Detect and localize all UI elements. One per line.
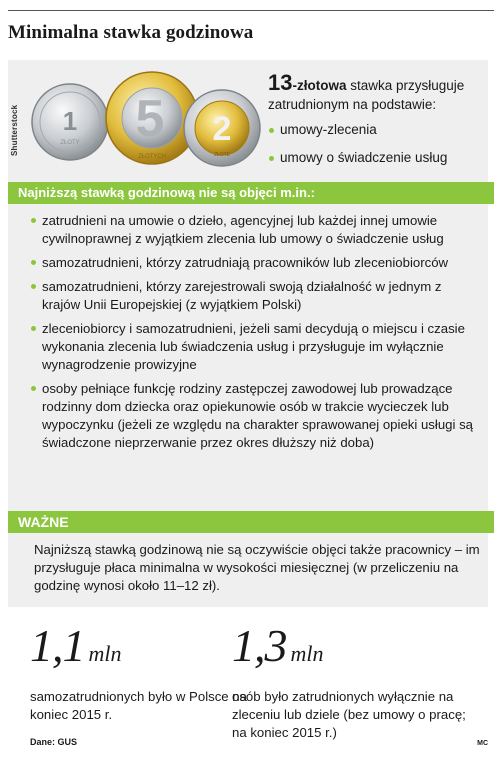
rate-list: [268, 120, 490, 167]
stat-unit: mln: [88, 641, 122, 666]
rate-info: [268, 70, 490, 176]
top-rule: [8, 10, 494, 11]
list-item: samozatrudnieni, którzy zatrudniają pracowników lub zleceniobiorców: [30, 254, 480, 272]
stat-number: 1,1: [30, 620, 85, 671]
stat-self-employed: [30, 622, 260, 724]
rate-text: stawka przysługuje zatrudnionym na podstawie:: [268, 78, 465, 112]
list-item: samozatrudnieni, którzy zarejestrowali swoją działalność w jednym z krajów Unii Europejskiej (z wyjątkiem Polski): [30, 278, 480, 314]
author-initials: MC: [477, 740, 488, 747]
coin-five-label: 5: [135, 90, 165, 148]
coin-one-label: 1: [62, 106, 78, 136]
coin-five-zloty: [106, 72, 198, 164]
photo-credit: Shutterstock: [10, 104, 19, 156]
coin-five-word: ZŁOTYCH: [137, 154, 167, 160]
exempt-heading: Najniższą stawką godzinową nie są objęci m.in.:: [8, 182, 494, 204]
coin-one-zloty: [32, 84, 108, 160]
important-heading: WAŻNE: [8, 511, 494, 533]
list-item: zatrudnieni na umowie o dzieło, agencyjnej lub każdej innej umowie cywilnoprawnej z wyjątkiem zlecenia lub umowy o świadczenie usług: [30, 212, 480, 248]
stat-description: osób było zatrudnionych wyłącznie na zleceniu lub dziele (bez umowy o pracę; na koniec 2015 r.): [232, 689, 466, 740]
coin-one-word: ZŁOTY: [60, 140, 80, 146]
coin-two-label: 2: [212, 110, 232, 148]
source-note: Dane: GUS: [30, 737, 78, 747]
page-title: Minimalna stawka godzinowa: [8, 22, 254, 43]
stat-unit: mln: [290, 641, 324, 666]
list-item: umowy o świadczenie usług: [268, 148, 490, 167]
rate-sentence: [268, 70, 490, 114]
stat-description: samozatrudnionych było w Polsce na koniec 2015 r.: [30, 689, 247, 722]
coin-two-word: ZŁOTE: [213, 152, 231, 158]
stat-number: 1,3: [232, 620, 287, 671]
rate-amount: 13: [268, 70, 293, 95]
rate-amount-suffix: -złotowa: [292, 78, 347, 93]
list-item: zleceniobiorcy i samozatrudnieni, jeżeli sami decydują o miejscu i czasie wykonania zlecenia lub świadczenia usług i przysługuje im wyłącznie wynagrodzenie prowizyjne: [30, 320, 480, 374]
exempt-list: [30, 212, 480, 458]
coins-illustration: [22, 66, 262, 176]
list-item: umowy-zlecenia: [268, 120, 490, 139]
important-text: Najniższą stawką godzinową nie są oczywiście objęci także pracownicy – im przysługuje płaca minimalna w wysokości miesięcznej (w przeliczeniu na godzinę wynosi około 11–12 zł).: [34, 542, 480, 593]
coin-two-zloty: [184, 90, 260, 166]
list-item: osoby pełniące funkcję rodziny zastępczej zawodowej lub prowadzące rodzinny dom dziecka oraz opiekunowie osób w trakcie wycieczek lub wypoczynku (jeżeli ze względu na charakter sprawowanej opieki usługi są świadczone nieprzerwanie przez okres dłuższy niż doba): [30, 380, 480, 452]
stat-contract-workers: [232, 622, 472, 742]
